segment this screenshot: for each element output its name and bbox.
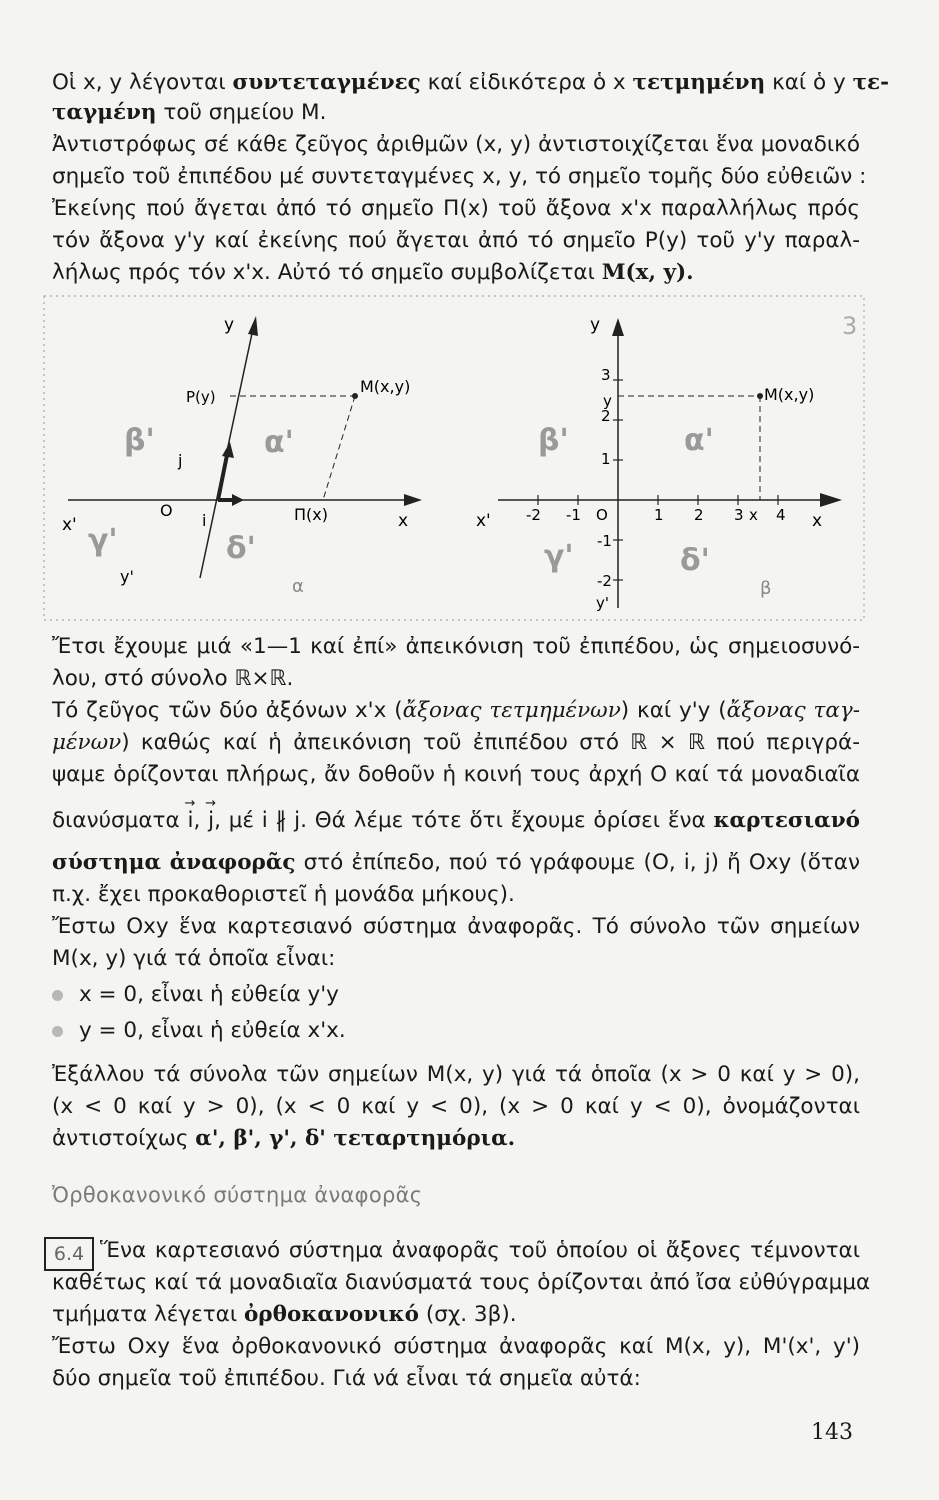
y-tick-neg2: -2 (597, 572, 612, 590)
text-span: ) καθώς καί ἡ ἀπεικόνιση τοῦ ἐπιπέδου στό ℝ × ℝ πού περιγρά- (121, 730, 860, 755)
vector-j: → j (208, 806, 214, 836)
text-span: ) καί y'y ( (620, 698, 727, 723)
text-line: Ἔστω Οxy ἕνα καρτεσιανό σύστημα ἀναφορᾶς. Τό σύνολο τῶν σημείων (52, 914, 860, 939)
section-number-box: 6.4 (44, 1237, 94, 1271)
text-line: ψαμε ὁρίζονται πλήρως, ἄν δοθοῦν ἡ κοινή τους ἀρχή Ο καί τά μοναδιαῖα (52, 762, 860, 787)
y-label: y (224, 315, 235, 335)
bullet-item (52, 980, 860, 1010)
figure-frame (44, 296, 864, 620)
bold-term: καρτεσιανό (713, 808, 860, 833)
pi-label: Π(x) (294, 505, 328, 524)
italic-term: ἄξονας ταγ- (726, 698, 861, 723)
quadrant-alpha: α' (684, 423, 714, 458)
page-number: 143 (811, 1420, 853, 1445)
x-mark: x (749, 506, 758, 524)
m-label: M(x,y) (764, 385, 815, 404)
text-span: καί ὁ y (765, 70, 853, 95)
point-m (757, 393, 763, 399)
italic-term: ἄξονας τετμημένων (402, 698, 621, 723)
text-line: Ἀντιστρόφως σέ κάθε ζεῦγος ἀριθμῶν (x, y) ἀντιστοιχίζεται ἕνα μοναδικό (52, 132, 860, 157)
y-tick-3: 3 (601, 366, 611, 384)
text-line (52, 68, 890, 98)
x-prime-label: x' (476, 511, 491, 531)
quadrant-beta: β' (538, 423, 569, 458)
x-tick-1: 1 (654, 506, 664, 524)
caption-a: α (292, 576, 304, 597)
bold-term: α', β', γ', δ' τεταρτημόρια. (195, 1126, 516, 1151)
text-line: σημεῖο τοῦ ἐπιπέδου μέ συντεταγμένες x, y, τό σημεῖο τομῆς δύο εὐθειῶν : (52, 164, 867, 189)
text-span: τοῦ σημείου Μ. (156, 100, 327, 125)
y-mark: y (603, 392, 612, 410)
caption-b: β (760, 578, 772, 599)
x-tick-neg2: -2 (526, 506, 541, 524)
text-span: , μέ (214, 808, 262, 833)
text-line (52, 696, 860, 726)
text-span: i ∦ j (261, 808, 301, 833)
figure-3 (0, 290, 939, 625)
bold-term: ταγμένη (52, 100, 157, 125)
text-span: y = 0, εἶναι ἡ εὐθεία x'x. (79, 1018, 346, 1043)
text-span: Τό ζεῦγος τῶν δύο ἀξόνων x'x ( (52, 698, 403, 723)
origin-label: O (596, 506, 608, 524)
point-m (352, 393, 358, 399)
unit-vector-j (218, 450, 228, 500)
quadrant-gamma: γ' (544, 539, 574, 574)
text-line: καθέτως καί τά μοναδιαῖα διανύσματά τους ὁρίζονται ἀπό ἴσα εὐθύγραμμα (52, 1270, 871, 1295)
x-label: x (398, 511, 409, 531)
y-label: y (590, 315, 601, 335)
text-line: Ἐκείνης πού ἄγεται ἀπό τό σημεῖο Π(x) τοῦ ἄξονα x'x παραλλήλως πρός (52, 196, 860, 221)
text-line: Ἔστω Οxy ἕνα ὀρθοκανονικό σύστημα ἀναφορᾶς καί M(x, y), M'(x', y') (52, 1334, 860, 1359)
quadrant-delta: δ' (680, 543, 710, 578)
bullet-item (52, 1016, 860, 1046)
text-line (52, 1124, 860, 1154)
text-line (52, 1300, 860, 1330)
text-span: Οἱ x, y λέγονται (52, 70, 233, 95)
y-arrowhead (248, 316, 258, 336)
text-line (52, 806, 860, 836)
italic-term: μένων (52, 730, 122, 755)
y-prime-label: y' (120, 567, 134, 586)
text-line (52, 728, 860, 758)
text-span: στό ἐπίπεδο, πού τό γράφουμε (O, i, j) ἤ Οxy (ὅταν (295, 850, 860, 875)
text-span: λήλως πρός τόν x'x. Αὐτό τό σημεῖο συμβολίζεται (52, 260, 602, 285)
figure-number: 3 (842, 312, 858, 340)
text-line: M(x, y) γιά τά ὁποῖα εἶναι: (52, 946, 336, 971)
text-line (52, 258, 860, 288)
bold-term: συντεταγμένες (232, 70, 421, 95)
i-label: i (202, 511, 207, 530)
y-prime-label: y' (596, 594, 610, 612)
text-line: Ἕνα καρτεσιανό σύστημα ἀναφορᾶς τοῦ ὁποίου οἱ ἄξονες τέμνονται (100, 1238, 860, 1263)
text-span: , (193, 808, 209, 833)
bullet-dot (52, 1026, 63, 1037)
text-line: Ἔτσι ἔχουμε μιά «1—1 καί ἐπί» ἀπεικόνιση τοῦ ἐπιπέδου, ὡς σημειοσυνό- (52, 634, 860, 659)
bold-term: τε- (852, 70, 890, 95)
x-arrowhead (404, 494, 422, 506)
quadrant-gamma: γ' (88, 523, 118, 558)
p-label: P(y) (186, 388, 216, 406)
m-label: M(x,y) (360, 377, 411, 396)
text-line: π.χ. ἔχει προκαθοριστεῖ ἡ μονάδα μήκους). (52, 882, 515, 907)
section-heading: Ὀρθοκανονικό σύστημα ἀναφορᾶς (52, 1183, 423, 1207)
text-span: ἀντιστοίχως (52, 1126, 196, 1151)
x-prime-label: x' (62, 515, 77, 535)
text-span: διανύσματα (52, 808, 188, 833)
vector-i: → i (187, 806, 193, 836)
text-line: (x < 0 καί y > 0), (x < 0 καί y < 0), (x > 0 καί y < 0), ὀνομάζονται (52, 1094, 860, 1119)
y-tick-neg1: -1 (597, 532, 612, 550)
origin-label: O (160, 501, 173, 520)
y-tick-2: 2 (601, 407, 611, 425)
j-label: j (178, 451, 183, 470)
text-line (52, 98, 860, 128)
text-span: . Θά λέμε τότε ὅτι ἔχουμε ὁρίσει ἕνα (300, 808, 714, 833)
quadrant-delta: δ' (226, 531, 256, 566)
y-tick-1: 1 (601, 450, 611, 468)
text-line: τόν ἄξονα y'y καί ἐκείνης πού ἄγεται ἀπό τό σημεῖο P(y) τοῦ y'y παραλ- (52, 228, 860, 253)
figure-3b (476, 315, 842, 612)
quadrant-alpha: α' (264, 425, 294, 460)
bold-term: τετμημένη (632, 70, 766, 95)
x-tick-4: 4 (776, 506, 786, 524)
x-tick-neg1: -1 (566, 506, 581, 524)
bullet-dot (52, 990, 63, 1001)
text-span: x = 0, εἶναι ἡ εὐθεία y'y (79, 982, 339, 1007)
x-arrowhead (820, 493, 842, 507)
text-span: (σχ. 3β). (418, 1302, 517, 1327)
quadrant-beta: β' (124, 423, 155, 458)
figure-3a (62, 315, 422, 597)
bold-term: σύστημα ἀναφορᾶς (52, 850, 296, 875)
parallel-to-y (323, 396, 355, 500)
bold-term: M(x, y). (601, 260, 694, 285)
text-line: λου, στό σύνολο ℝ×ℝ. (52, 666, 294, 691)
text-line: δύο σημεῖα τοῦ ἐπιπέδου. Γιά νά εἶναι τά σημεῖα αὐτά: (52, 1366, 641, 1391)
unit-vector-i-head (232, 494, 244, 506)
text-span: τμήματα λέγεται (52, 1302, 244, 1327)
bold-term: ὀρθοκανονικό (243, 1302, 419, 1327)
text-line (52, 848, 860, 878)
x-label: x (812, 511, 823, 531)
x-tick-2: 2 (694, 506, 704, 524)
text-span: καί εἰδικότερα ὁ x (420, 70, 633, 95)
text-line: Ἐξάλλου τά σύνολα τῶν σημείων M(x, y) γιά τά ὁποῖα (x > 0 καί y > 0), (52, 1062, 860, 1087)
x-tick-3: 3 (734, 506, 744, 524)
y-arrowhead (612, 318, 624, 336)
